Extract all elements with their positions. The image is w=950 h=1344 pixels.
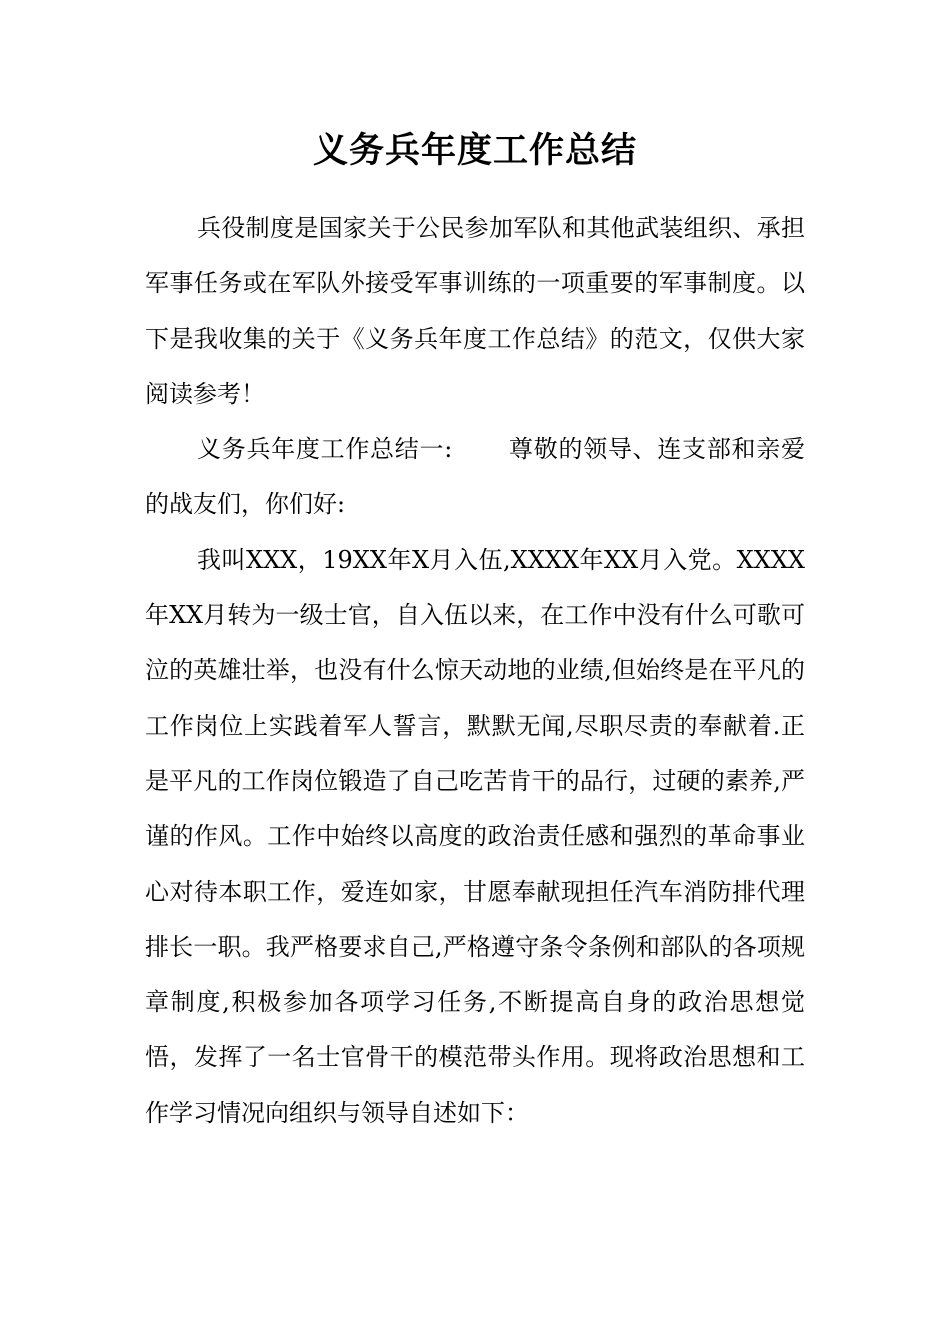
self-statement-paragraph: 我叫XXX，19XX年X月入伍,XXXX年XX月入党。XXXX年XX月转为一级士官，自入伍以来，在工作中没有什么可歌可泣的英雄壮举，也没有什么惊天动地的业绩,但始终是在平凡的工作岗位上实践着军人誓言，默默无闻,尽职尽责的奉献着.正是平凡的工作岗位锻造了自己吃苦肯干的品行，过硬的素养,严谨的作风。工作中始终以高度的政治责任感和强烈的革命事业心对待本职工作，爱连如家，甘愿奉献现担任汽车消防排代理排长一职。我严格要求自己,严格遵守条令条例和部队的各项规章制度,积极参加各项学习任务,不断提高自身的政治思想觉悟，发挥了一名士官骨干的模范带头作用。现将政治思想和工作学习情况向组织与领导自述如下： [145, 545, 805, 1127]
document-body [145, 201, 805, 1141]
salutation: 尊敬的领导、连支部和亲爱的战友们，你们好: [145, 435, 806, 519]
section-paragraph [145, 422, 805, 533]
document-title: 义务兵年度工作总结 [312, 130, 637, 171]
section-heading: 义务兵年度工作总结一: [197, 435, 453, 464]
intro-paragraph: 兵役制度是国家关于公民参加军队和其他武装组织、承担军事任务或在军队外接受军事训练的一项重要的军事制度。以下是我收集的关于《义务兵年度工作总结》的范文，仅供大家阅读参考！ [145, 214, 805, 408]
